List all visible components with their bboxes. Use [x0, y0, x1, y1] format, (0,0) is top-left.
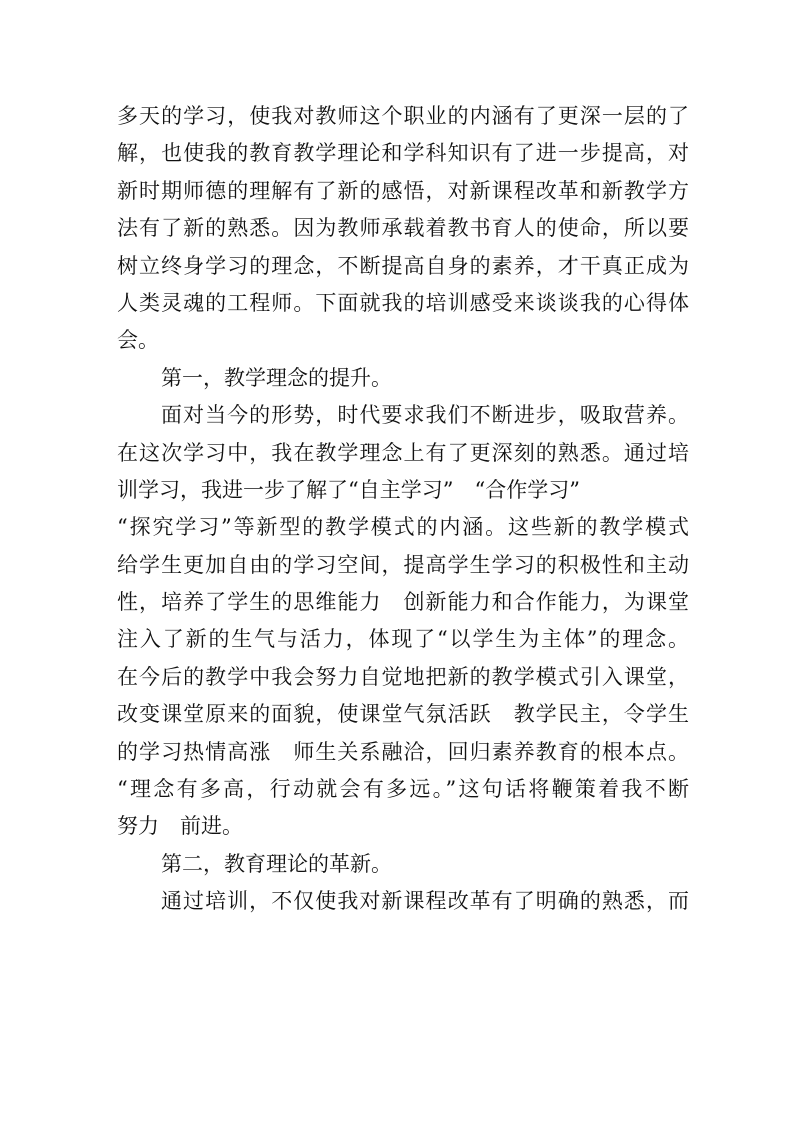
text-line: 在今后的教学中我会努力自觉地把新的教学模式引入课堂，	[117, 664, 689, 689]
text-line: 在这次学习中，我在教学理念上有了更深刻的熟悉。通过培	[117, 440, 689, 465]
text-line: 通过培训，不仅使我对新课程改革有了明确的熟悉，而	[161, 889, 689, 914]
text-line: 努力 前进。	[117, 814, 243, 839]
text-line: 给学生更加自由的学习空间，提高学生学习的积极性和主动	[117, 552, 689, 577]
text-line: 注入了新的生气与活力，体现了“以学生为主体”的理念。	[117, 627, 689, 652]
text-line: 性，培养了学生的思维能力 创新能力和合作能力，为课堂	[117, 590, 689, 615]
text-line: 面对当今的形势，时代要求我们不断进步，吸取营养。	[161, 403, 689, 428]
text-line: 树立终身学习的理念，不断提高自身的素养，才干真正成为	[117, 253, 689, 278]
text-line: 新时期师德的理解有了新的感悟，对新课程改革和新教学方	[117, 178, 689, 203]
text-line: 会。	[117, 328, 159, 353]
text-line: 解，也使我的教育教学理论和学科知识有了进一步提高，对	[117, 141, 689, 166]
text-line: 法有了新的熟悉。因为教师承载着教书育人的使命，所以要	[117, 216, 689, 241]
text-line: 第一，教学理念的提升。	[161, 365, 392, 390]
text-line: 人类灵魂的工程师。下面就我的培训感受来谈谈我的心得体	[117, 290, 689, 315]
text-line: 的学习热情高涨 师生关系融洽，回归素养教育的根本点。	[117, 739, 689, 764]
text-line: 第二，教育理论的革新。	[161, 851, 392, 876]
text-line: 训学习，我进一步了解了“自主学习” “合作学习”	[117, 477, 580, 502]
text-line: 改变课堂原来的面貌，使课堂气氛活跃 教学民主，令学生	[117, 702, 689, 727]
text-line: “理念有多高，行动就会有多远。”这句话将鞭策着我不断	[117, 777, 689, 802]
body-text	[117, 98, 689, 921]
text-line: 多天的学习，使我对教师这个职业的内涵有了更深一层的了	[117, 104, 689, 128]
text-line: “探究学习”等新型的教学模式的内涵。这些新的教学模式	[117, 515, 689, 540]
